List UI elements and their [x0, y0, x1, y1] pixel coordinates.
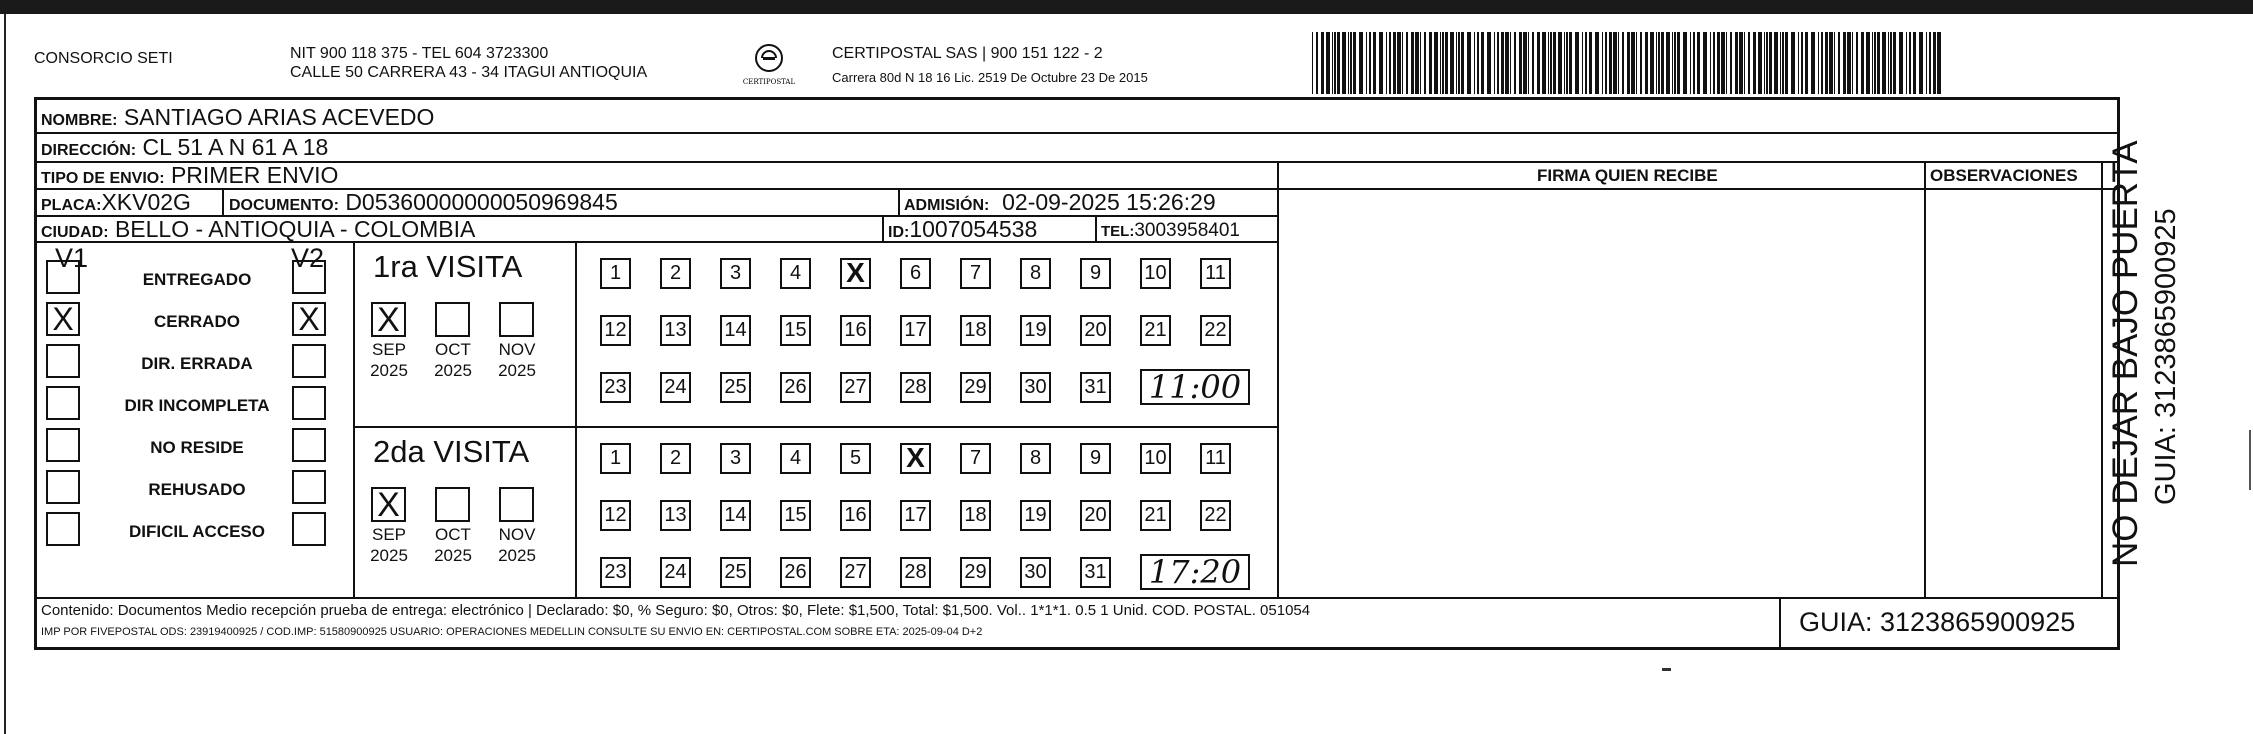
- top-border: [0, 0, 2253, 14]
- day-checkbox[interactable]: 21: [1140, 500, 1171, 531]
- day-checkbox[interactable]: 14: [720, 315, 751, 346]
- scan-speck: [1662, 668, 1671, 671]
- certipostal-logo: [742, 40, 796, 92]
- nit-line: NIT 900 118 375 - TEL 604 3723300: [290, 45, 549, 62]
- v2-checkbox[interactable]: [292, 428, 326, 462]
- day-checkbox[interactable]: 1: [600, 443, 631, 474]
- month-checkbox[interactable]: [499, 302, 534, 337]
- day-checkbox[interactable]: 10: [1140, 258, 1171, 289]
- v1-checkbox[interactable]: [46, 344, 80, 378]
- status-label: DIR. ERRADA: [141, 354, 253, 373]
- month-checkbox[interactable]: X: [371, 487, 406, 522]
- delivery-form: [34, 97, 2120, 650]
- ciudad-field: CIUDAD: BELLO - ANTIOQUIA - COLOMBIA: [41, 216, 476, 242]
- v2-checkbox[interactable]: [292, 512, 326, 546]
- day-checkbox[interactable]: 29: [960, 372, 991, 403]
- day-checkbox[interactable]: 4: [780, 258, 811, 289]
- day-checkbox[interactable]: 18: [960, 500, 991, 531]
- day-checkbox[interactable]: 19: [1020, 315, 1051, 346]
- day-checkbox[interactable]: 8: [1020, 443, 1051, 474]
- v2-checkbox[interactable]: [292, 344, 326, 378]
- day-checkbox[interactable]: 12: [600, 315, 631, 346]
- nombre-field: NOMBRE: SANTIAGO ARIAS ACEVEDO: [41, 104, 435, 130]
- carrier-line: CERTIPOSTAL SAS | 900 151 122 - 2: [832, 45, 1103, 62]
- visit-time[interactable]: 17:20: [1140, 554, 1250, 590]
- day-checkbox[interactable]: 11: [1200, 258, 1231, 289]
- side-guia: GUIA: 3123865900925: [2150, 208, 2182, 505]
- day-checkbox[interactable]: 4: [780, 443, 811, 474]
- day-checkbox[interactable]: 20: [1080, 315, 1111, 346]
- v1-checkbox[interactable]: [46, 512, 80, 546]
- visit-title: 2da VISITA: [373, 434, 530, 469]
- day-checkbox[interactable]: 8: [1020, 258, 1051, 289]
- day-checkbox[interactable]: 24: [660, 372, 691, 403]
- day-checkbox[interactable]: 27: [840, 557, 871, 588]
- day-checkbox[interactable]: 23: [600, 557, 631, 588]
- day-checkbox[interactable]: 30: [1020, 372, 1051, 403]
- year-label: 2025: [370, 546, 408, 565]
- v1-checkbox[interactable]: X: [46, 302, 80, 336]
- observaciones-header: OBSERVACIONES: [1930, 166, 2078, 185]
- v2-checkbox[interactable]: X: [292, 302, 326, 336]
- month-label: NOV: [498, 340, 536, 359]
- id-field: ID:1007054538: [888, 216, 1038, 242]
- right-scan-edge: [2249, 430, 2251, 490]
- day-checkbox[interactable]: 12: [600, 500, 631, 531]
- v2-checkbox[interactable]: [292, 386, 326, 420]
- day-checkbox[interactable]: 6: [900, 258, 931, 289]
- v1-checkbox[interactable]: [46, 386, 80, 420]
- day-checkbox[interactable]: 28: [900, 557, 931, 588]
- year-label: 2025: [498, 361, 536, 380]
- day-checkbox[interactable]: 30: [1020, 557, 1051, 588]
- tipo-envio-field: TIPO DE ENVIO: PRIMER ENVIO: [41, 162, 339, 188]
- barcode: [1312, 32, 1942, 94]
- documento-field: DOCUMENTO: D05360000000050969845: [229, 189, 618, 215]
- imp-text: IMP POR FIVEPOSTAL ODS: 23919400925 / COD.IMP: 51580900925 USUARIO: OPERACIONES MEDELLIN CONSULTE SU ENVIO EN: CERTIPOSTAL.COM SOBRE ETA: 2025-09-04 D+2: [41, 626, 983, 638]
- day-checkbox[interactable]: 13: [660, 500, 691, 531]
- day-checkbox-marked[interactable]: X: [900, 443, 931, 474]
- month-checkbox[interactable]: [499, 487, 534, 522]
- year-label: 2025: [434, 546, 472, 565]
- month-label: OCT: [435, 340, 471, 359]
- day-checkbox[interactable]: 5: [840, 443, 871, 474]
- day-checkbox[interactable]: 26: [780, 557, 811, 588]
- month-label: SEP: [371, 525, 407, 544]
- day-checkbox[interactable]: 11: [1200, 443, 1231, 474]
- day-checkbox[interactable]: 29: [960, 557, 991, 588]
- tel-field: TEL:3003958401: [1101, 220, 1240, 241]
- day-checkbox[interactable]: 18: [960, 315, 991, 346]
- day-checkbox[interactable]: 7: [960, 443, 991, 474]
- day-checkbox[interactable]: 20: [1080, 500, 1111, 531]
- company-name: CONSORCIO SETI: [34, 50, 173, 67]
- day-checkbox[interactable]: 13: [660, 315, 691, 346]
- day-checkbox[interactable]: 22: [1200, 315, 1231, 346]
- status-label: DIR INCOMPLETA: [124, 396, 270, 415]
- month-label: NOV: [498, 525, 536, 544]
- day-checkbox[interactable]: 26: [780, 372, 811, 403]
- day-checkbox[interactable]: 16: [840, 315, 871, 346]
- day-checkbox[interactable]: 31: [1080, 372, 1111, 403]
- month-checkbox[interactable]: X: [371, 302, 406, 337]
- status-label: NO RESIDE: [150, 438, 244, 457]
- day-checkbox[interactable]: 7: [960, 258, 991, 289]
- firma-header: FIRMA QUIEN RECIBE: [1537, 166, 1718, 185]
- status-label: REHUSADO: [148, 480, 246, 499]
- year-label: 2025: [370, 361, 408, 380]
- day-checkbox[interactable]: 17: [900, 500, 931, 531]
- day-checkbox[interactable]: 10: [1140, 443, 1171, 474]
- day-checkbox[interactable]: 16: [840, 500, 871, 531]
- day-checkbox[interactable]: 19: [1020, 500, 1051, 531]
- v1-header: V1: [55, 243, 89, 273]
- day-checkbox[interactable]: 22: [1200, 500, 1231, 531]
- address-line: CALLE 50 CARRERA 43 - 34 ITAGUI ANTIOQUIA: [290, 64, 648, 81]
- day-checkbox[interactable]: 15: [780, 315, 811, 346]
- guia-number: GUIA: 3123865900925: [1799, 607, 2076, 637]
- v1-checkbox[interactable]: [46, 428, 80, 462]
- day-checkbox[interactable]: 17: [900, 315, 931, 346]
- day-checkbox[interactable]: 2: [660, 258, 691, 289]
- day-checkbox[interactable]: 9: [1080, 443, 1111, 474]
- v2-checkbox[interactable]: [292, 470, 326, 504]
- left-scan-edge: [4, 14, 6, 734]
- v1-checkbox[interactable]: [46, 470, 80, 504]
- v2-checkbox[interactable]: [292, 260, 326, 294]
- status-label: DIFICIL ACCESO: [128, 522, 265, 541]
- no-dejar-bajo-puerta: NO DEJAR BAJO PUERTA: [2106, 140, 2145, 567]
- year-label: 2025: [434, 361, 472, 380]
- month-label: SEP: [371, 340, 407, 359]
- month-checkbox[interactable]: [435, 302, 470, 337]
- day-checkbox[interactable]: 15: [780, 500, 811, 531]
- month-checkbox[interactable]: [435, 487, 470, 522]
- v1-checkbox[interactable]: [46, 260, 80, 294]
- day-checkbox[interactable]: 25: [720, 372, 751, 403]
- day-checkbox[interactable]: 9: [1080, 258, 1111, 289]
- month-label: OCT: [435, 525, 471, 544]
- day-checkbox[interactable]: 23: [600, 372, 631, 403]
- year-label: 2025: [498, 546, 536, 565]
- svg-text:CERTIPOSTAL: CERTIPOSTAL: [742, 78, 796, 86]
- day-checkbox[interactable]: 27: [840, 372, 871, 403]
- day-checkbox[interactable]: 25: [720, 557, 751, 588]
- day-checkbox[interactable]: 31: [1080, 557, 1111, 588]
- placa-field: PLACA:XKV02G: [41, 189, 191, 215]
- visit-title: 1ra VISITA: [373, 249, 523, 284]
- day-checkbox[interactable]: 2: [660, 443, 691, 474]
- day-checkbox[interactable]: 3: [720, 258, 751, 289]
- contenido-text: Contenido: Documentos Medio recepción prueba de entrega: electrónico | Declarado: $0, % Seguro: $0, Otros: $0, Flete: $1,500, Total: $1,500. Vol.. 1*1*1. 0.5 1 Unid. COD. POSTAL. 051054: [41, 602, 1311, 619]
- admision-field: ADMISIÓN: 02-09-2025 15:26:29: [904, 189, 1216, 215]
- day-checkbox-marked[interactable]: X: [840, 258, 871, 289]
- direccion-field: DIRECCIÓN: CL 51 A N 61 A 18: [41, 134, 329, 160]
- status-label: CERRADO: [154, 312, 240, 331]
- day-checkbox[interactable]: 24: [660, 557, 691, 588]
- day-checkbox[interactable]: 1: [600, 258, 631, 289]
- visit-time[interactable]: 11:00: [1140, 369, 1250, 405]
- status-label: ENTREGADO: [142, 270, 252, 289]
- day-checkbox[interactable]: 28: [900, 372, 931, 403]
- day-checkbox[interactable]: 3: [720, 443, 751, 474]
- day-checkbox[interactable]: 21: [1140, 315, 1171, 346]
- license-line: Carrera 80d N 18 16 Lic. 2519 De Octubre 23 De 2015: [832, 70, 1148, 85]
- v2-header: V2: [291, 243, 325, 273]
- day-checkbox[interactable]: 14: [720, 500, 751, 531]
